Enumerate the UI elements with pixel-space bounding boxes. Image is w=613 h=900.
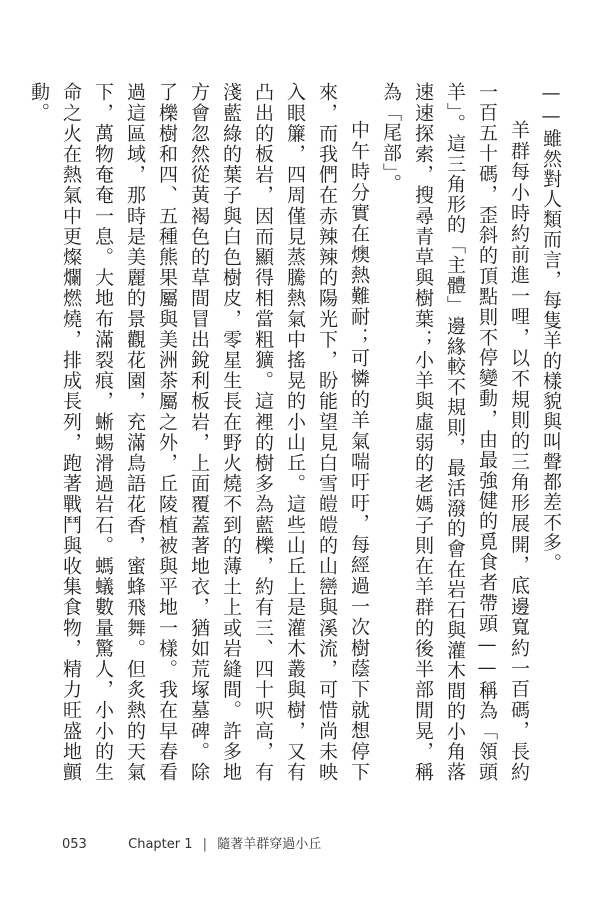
page-number: 053 [62,837,87,852]
footer-separator: | [202,837,208,852]
paragraph-1: ——雖然對人類而言，每隻羊的樣貌與叫聲都差不多。 [540,82,562,573]
page-footer [62,833,321,852]
paragraph-3: 中午時分實在燠熱難耐；可憐的羊氣喘吁吁，每經過一次樹蔭下就想停下來，而我們在赤辣辣的陽光下，盼能望見白雪皚皚的山巒與溪流，可惜尚未映入眼簾，四周僅見蒸騰熱氣中搖晃的小山丘。這些山丘上是灌木叢與樹，又有凸出的板岩，因而顯得相當粗獷。這裡的樹多為藍櫟，約有三、四十呎高，有淺藍綠的葉子與白色樹皮，零星生長在野火燒不到的薄土上或岩縫間。許多地方會忽然從黃褐色的草間冒出銳利板岩，上面覆蓋著地衣，猶如荒塚墓碑。除了櫟樹和四、五種熊果屬與美洲茶屬之外，丘陵植被與平地一樣。我在早春看過這區域，那時是美麗的景觀花園，充滿鳥語花香，蜜蜂飛舞。但炙熱的天氣下，萬物奄奄一息。大地布滿裂痕，蜥蜴滑過岩石。螞蟻數量驚人，小小的生命之火在熱氣中更燦爛燃燒，排成長列，跑著戰鬥與收集食物，精力旺盛地顫動。 [28,82,370,782]
chapter-label: Chapter 1 [128,837,193,852]
paragraph-2: 羊群每小時約前進一哩，以不規則的三角形展開，底邊寬約一百碼，長約一百五十碼，歪斜的頂點則不停變動，由最強健的覓食者帶頭——稱為「領頭羊」。這三角形的「主體」邊緣較不規則，最活潑的會在岩石與灌木間的小角落速速探索，搜尋青草與樹葉；小羊與虛弱的老媽子則在羊群的後半部閒晃，稱為「尾部」。 [380,82,530,782]
chapter-title: 隨著羊群穿過小丘 [217,837,322,852]
vertical-text-body [28,82,567,782]
